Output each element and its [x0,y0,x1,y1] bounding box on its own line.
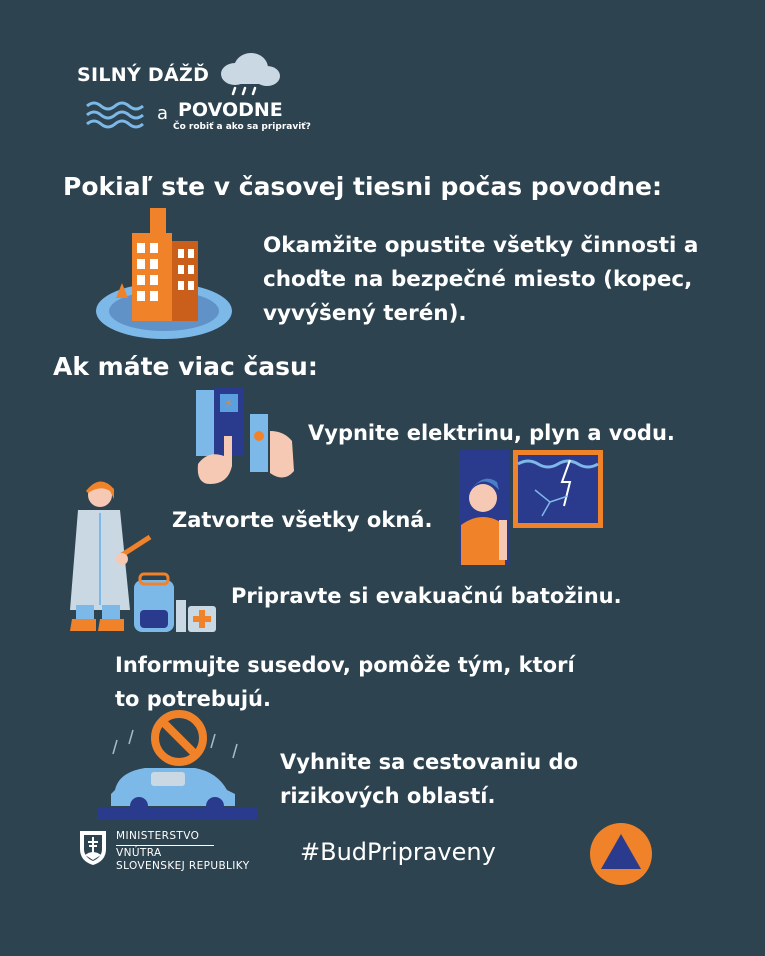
title-line2: POVODNE [178,99,283,121]
section1-heading: Pokiaľ ste v časovej tiesni počas povodne: [63,172,662,201]
switch-hands-icon [192,386,302,486]
ministry-divider [116,845,214,846]
section2-heading: Ak máte viac času: [53,352,318,381]
window-person-icon [455,450,605,565]
section1-item: Okamžite opustite všetky činnosti a choďte na bezpečné miesto (kopec, vyvýšený terén). [263,233,699,326]
instruction-windows: Zatvorte všetky okná. [172,508,433,532]
title-conjunction: a [157,103,169,124]
ministry-line1: MINISTERSTVO [116,830,200,842]
rain-cloud-icon [213,50,283,98]
no-car-flood-icon [97,710,257,822]
instruction-evacuation-bag: Pripravte si evakuačnú batožinu. [231,584,622,608]
waves-icon [85,100,145,134]
ministry-name [116,830,250,873]
ministry-line2: VNÚTRA [116,847,162,859]
subtitle: Čo robiť a ako sa pripraviť? [173,122,311,132]
instruction-travel: Vyhnite sa cestovaniu do rizikových oblastí. [280,750,578,808]
ministry-line3: SLOVENSKEJ REPUBLIKY [116,860,250,872]
hashtag: #BudPripraveny [300,838,496,866]
evacuation-bag-icon [132,570,220,636]
flooded-building-icon [94,203,234,343]
civil-protection-icon [589,822,653,886]
title-line1: SILNÝ DÁŽĎ [77,64,210,86]
instruction-utilities: Vypnite elektrinu, plyn a vodu. [308,421,675,445]
ministry-emblem-icon [78,829,108,867]
instruction-neighbours: Informujte susedov, pomôže tým, ktorí to potrebujú. [115,653,575,711]
svg-text:⚡: ⚡ [224,397,234,412]
